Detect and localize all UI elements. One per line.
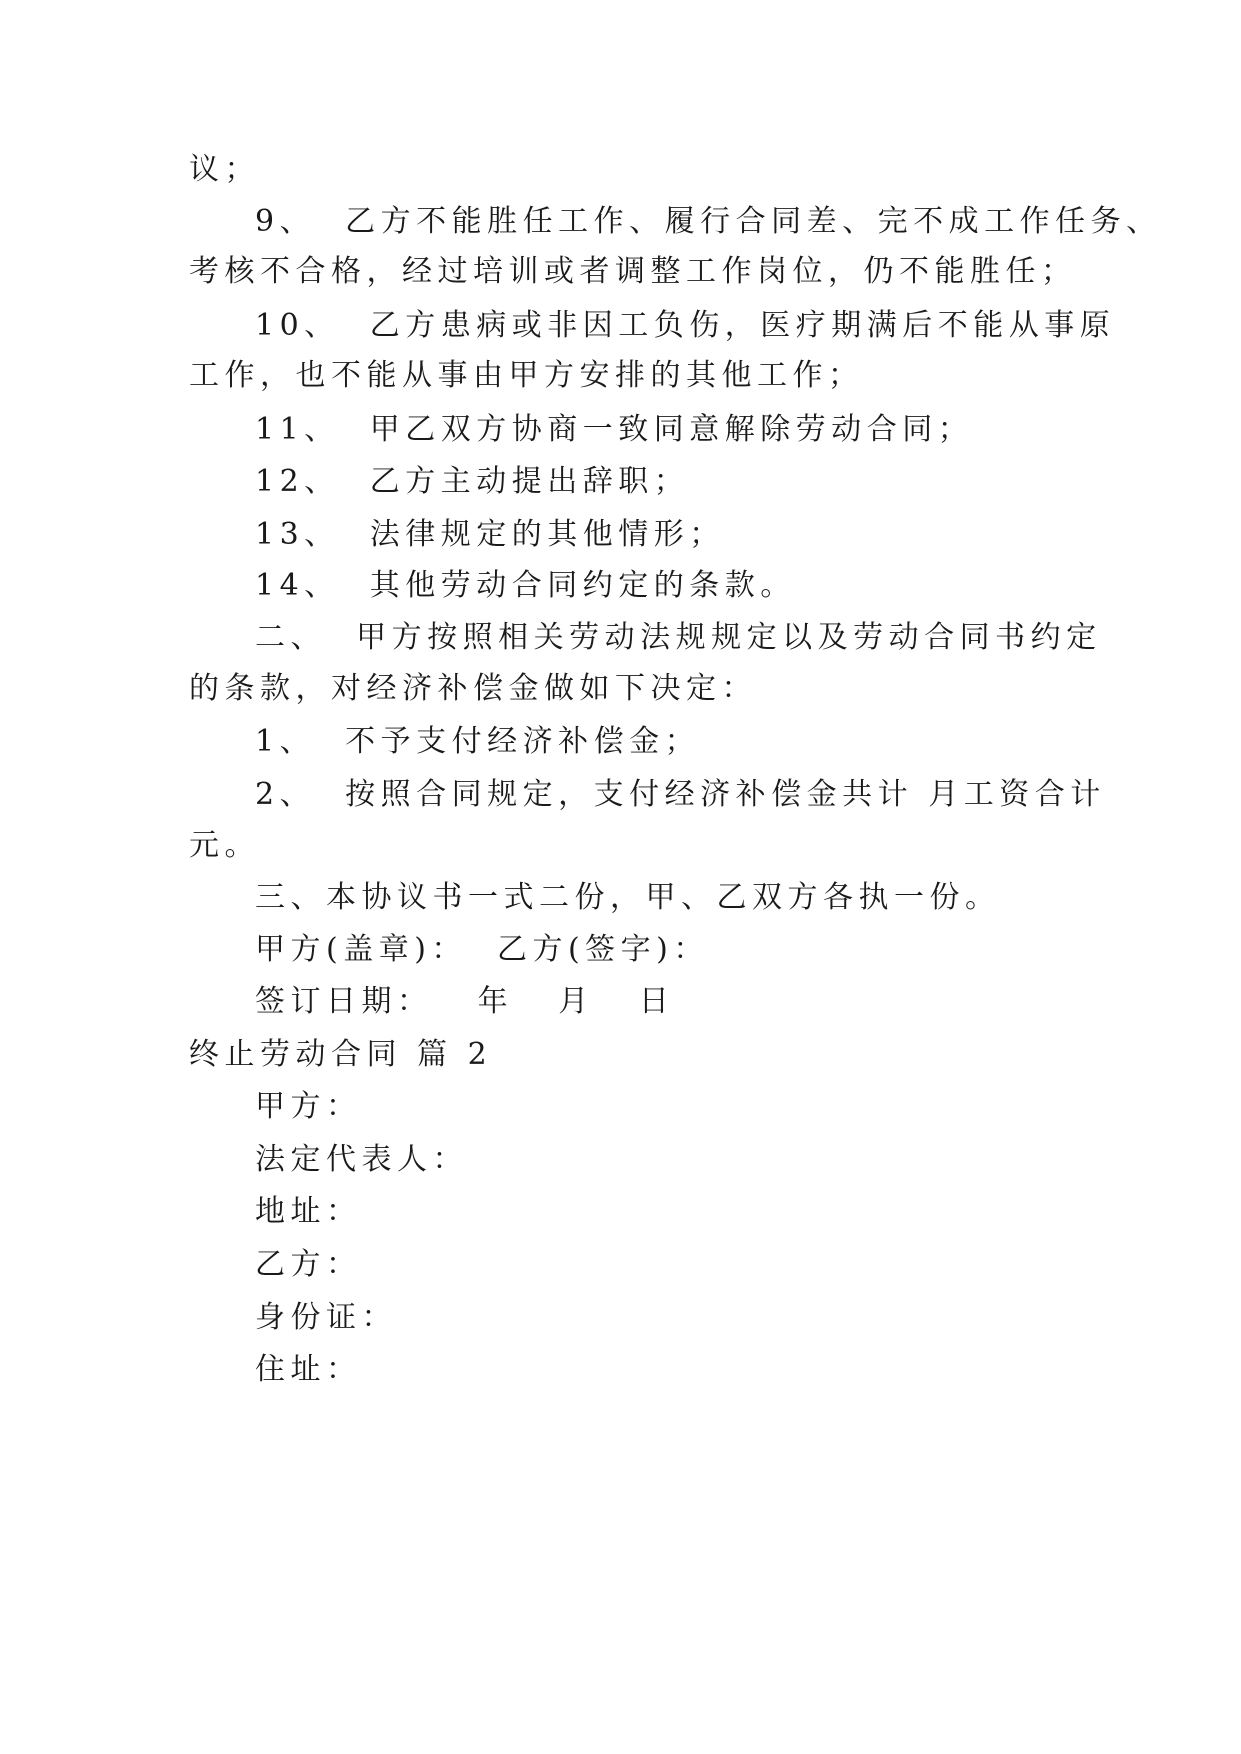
compensation-option-2-line-2: 元。 [189, 828, 260, 863]
clause-9-line-2: 考核不合格，经过培训或者调整工作岗位，仍不能胜任； [189, 254, 1077, 289]
paragraph-line-continuation: 议； [189, 152, 260, 187]
id-card-field: 身份证： [255, 1300, 397, 1335]
section-3: 三、本协议书一式二份，甲、乙双方各执一份。 [255, 880, 1001, 915]
residence-field: 住址： [255, 1352, 362, 1387]
clause-9-line-1: 9、 乙方不能胜任工作、履行合同差、完不成工作任务、 [255, 204, 1162, 239]
compensation-option-2-line-1: 2、 按照合同规定，支付经济补偿金共计 月工资合计 [255, 777, 1106, 812]
section-title: 终止劳动合同 篇 2 [189, 1037, 493, 1072]
clause-11: 11、 甲乙双方协商一致同意解除劳动合同； [255, 412, 974, 447]
signature-line: 甲方(盖章)： 乙方(签字)： [255, 932, 709, 967]
section-2-line-2: 的条款，对经济补偿金做如下决定： [189, 671, 757, 706]
clause-12: 12、 乙方主动提出辞职； [255, 464, 690, 499]
clause-10-line-1: 10、 乙方患病或非因工负伤，医疗期满后不能从事原 [255, 308, 1116, 343]
legal-representative-field: 法定代表人： [255, 1142, 468, 1177]
party-b-field: 乙方： [255, 1247, 362, 1282]
compensation-option-1: 1、 不予支付经济补偿金； [255, 724, 701, 759]
signing-date-line: 签订日期： 年 月 日 [255, 984, 675, 1019]
section-2-line-1: 二、 甲方按照相关劳动法规规定以及劳动合同书约定 [255, 620, 1102, 655]
clause-13: 13、 法律规定的其他情形； [255, 517, 725, 552]
clause-14: 14、 其他劳动合同约定的条款。 [255, 568, 796, 603]
clause-10-line-2: 工作，也不能从事由甲方安排的其他工作； [189, 358, 864, 393]
party-a-field: 甲方： [255, 1089, 362, 1124]
address-field: 地址： [255, 1194, 362, 1229]
